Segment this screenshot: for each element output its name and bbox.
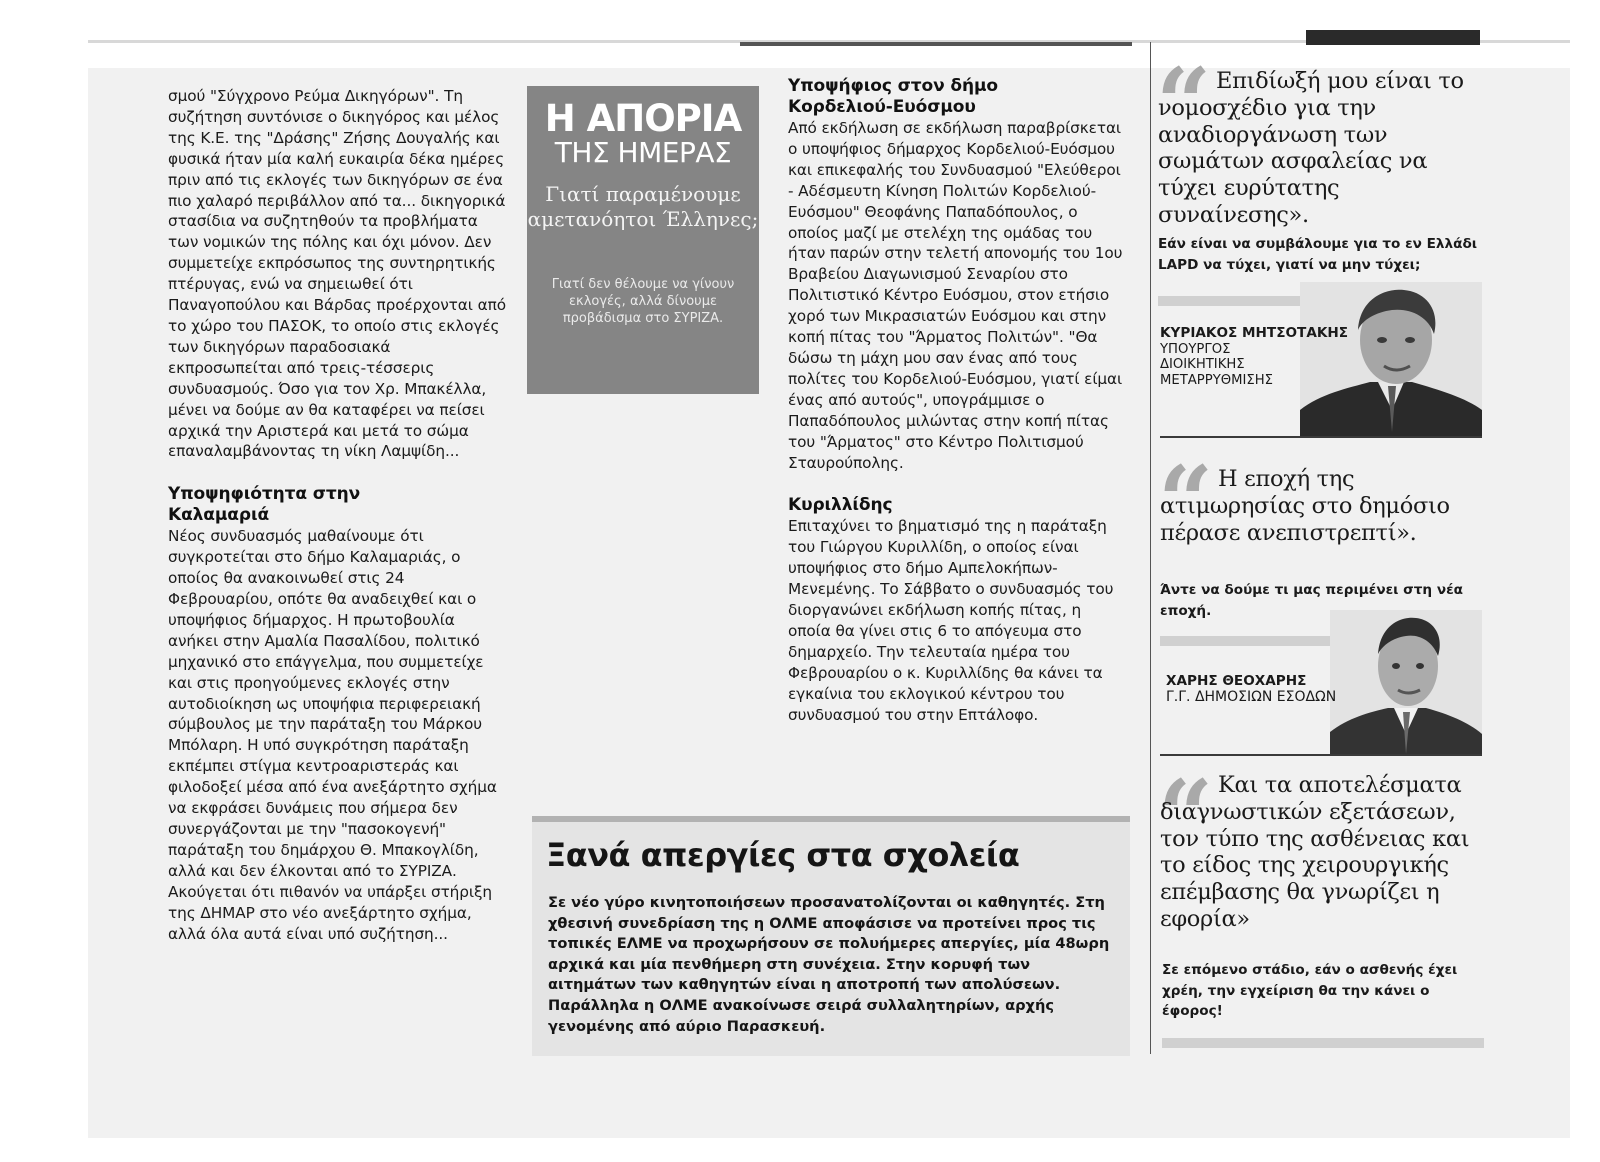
- column-divider: [1150, 42, 1151, 1054]
- quote-1-role-line-1: ΥΠΟΥΡΓΟΣ: [1160, 341, 1231, 357]
- quote-2-attribution: [1166, 674, 1336, 705]
- quote-2-name: ΧΑΡΗΣ ΘΕΟΧΑΡΗΣ: [1166, 673, 1307, 689]
- middle-column: [788, 76, 1128, 725]
- quote-1-role-line-2: ΔΙΟΙΚΗΤΙΚΗΣ: [1160, 357, 1245, 372]
- portrait-theocharis: [1330, 610, 1482, 756]
- top-photo-strip: [1306, 30, 1480, 45]
- separator: [1162, 1038, 1484, 1048]
- quote-mark-icon: “: [1158, 445, 1214, 558]
- news-headline: Ξανά απεργίες στα σχολεία: [546, 836, 1020, 874]
- news-lead: Σε νέο γύρο κινητοποιήσεων προσανατολίζονται οι καθηγητές. Στη χθεσινή συνεδρίαση της η ΟΛΜΕ αποφάσισε να προτείνει προς τις τοπικές ΕΛΜΕ να προχωρήσουν σε πολυήμερες απεργίες, μία 48ωρη αρχικά και μία πενθήμερη στη συνέχεια. Στην κορυφή των αιτημάτων των καθηγητών είναι η αποτροπή των απολύσεων. Παράλληλα η ΟΛΜΕ ανακοίνωσε σειρά συλλαλητηρίων, αρχής γενομένης από αύριο Παρασκευή.: [548, 894, 1110, 1035]
- divider: [1160, 436, 1482, 438]
- quote-mark-icon: “: [1158, 759, 1214, 872]
- quote-2-text: Η εποχή της ατιμωρησίας στο δημόσιο πέρασε ανεπιστρεπτί».: [1160, 466, 1450, 546]
- aporia-answer: Γιατί δεν θέλουμε να γίνουν εκλογές, αλλά δίνουμε προβάδισμα στο ΣΥΡΙΖΑ.: [551, 277, 735, 326]
- aporia-title: Η ΑΠΟΡΙΑ: [544, 97, 742, 140]
- quote-3-text: Και τα αποτελέσματα διαγνωστικών εξετάσεων, τον τύπο της ασθένειας και το είδος της χειρουργικής επέμβασης θα γνωρίζει η εφορία»: [1160, 772, 1470, 932]
- left-paragraph-1: σμού "Σύγχρονο Ρεύμα Δικηγόρων". Τη συζήτηση συντόνισε ο δικηγόρος και μέλος της Κ.Ε. της "Δράσης" Ζήσης Δουγαλής και φυσικά ήταν μία καλή ευκαιρία δέκα ημέρες πριν από τις εκλογές των δικηγόρων σε ένα πιο χαλαρό περιβάλλον από τα... δικηγορικά στασίδια να συζητηθούν τα προβλήματα των νομικών της πόλης και όχι μόνον. Δεν συμμετείχε εκπρόσωπος της συντηρητικής πτέρυγας, ενώ να σημειωθεί ότι Παναγοπούλου και Βάρδας προέρχονται από το χώρο του ΠΑΣΟΚ, το οποίο στις εκλογές των δικηγόρων παραδοσιακά εκπροσωπείται από τρεις-τέσσερις συνδυασμούς. Όσο για τον Χρ. Μπακέλλα, μένει να δούμε αν θα καταφέρει να πείσει αρχικά την Αριστερά και μετά το σώμα επαναλαμβάνοντας τη νίκη Λαμψίδη...: [168, 87, 506, 461]
- left-column: [168, 86, 508, 944]
- quote-3-comment: Σε επόμενο στάδιο, εάν ο ασθενής έχει χρέη, την εγχείριση θα την κάνει ο έφορος!: [1162, 962, 1458, 1019]
- quote-1-comment: Εάν είναι να συμβάλουμε για το εν Ελλάδι LAPD να τύχει, γιατί να μην τύχει;: [1158, 236, 1478, 273]
- aporia-question: Γιατί παραμένουμε αμετανόητοι Έλληνες;: [527, 182, 759, 231]
- person-portrait-icon: [1330, 610, 1482, 756]
- quote-1-text: Επιδίωξή μου είναι το νομοσχέδιο για την αναδιοργάνωση των σωμάτων ασφαλείας να τύχει ευρύτατης συναίνεσης».: [1158, 68, 1464, 228]
- aporia-box: [527, 86, 759, 394]
- quote-2-comment: Άντε να δούμε τι μας περιμένει στη νέα εποχή.: [1160, 582, 1464, 619]
- middle-paragraph-1: Από εκδήλωση σε εκδήλωση παραβρίσκεται ο υποψήφιος δήμαρχος Κορδελιού-Ευόσμου και επικεφαλής του Συνδυασμού "Ελεύθεροι - Αδέσμευτη Κίνηση Πολιτών Κορδελιού-Ευόσμου" Θεοφάνης Παπαδόπουλος, ο οποίος μαζί με στελέχη της ομάδας του ήταν παρών στην τελετή απονομής του 1ου Βραβείου Διαγωνισμού Σεναρίου στο Πολιτιστικό Κέντρο Ευόσμου, στον ετήσιο χορό των Μικρασιατών Ευόσμου και στην κοπή πίτας του "Άρματος Πολιτών". "Θα δώσω τη μάχη μου σαν ένας από τους πολίτες του Κορδελιού-Ευόσμου, γιατί είμαι ένας από αυτούς", υπογράμμισε ο Παπαδόπουλος μιλώντας στην κοπή πίτας του "Άρματος" στο Κέντρο Πολιτισμού Σταυρούπολης.: [788, 119, 1123, 472]
- quote-1-name: ΚΥΡΙΑΚΟΣ ΜΗΤΣΟΤΑΚΗΣ: [1160, 325, 1349, 341]
- quote-1-role-line-3: ΜΕΤΑΡΡΥΘΜΙΣΗΣ: [1160, 372, 1273, 388]
- aporia-subtitle: ΤΗΣ ΗΜΕΡΑΣ: [554, 136, 732, 169]
- quote-mark-icon: “: [1156, 47, 1212, 160]
- left-heading-kalamaria: Υποψηφιότητα στην Καλαμαριά: [168, 484, 361, 526]
- top-rule: [740, 42, 1132, 46]
- middle-heading-kyrillidis: Κυριλλίδης: [788, 495, 893, 516]
- quote-1-attribution: [1160, 326, 1348, 388]
- middle-paragraph-2: Επιταχύνει το βηματισμό της η παράταξη του Γιώργου Κυριλλίδη, ο οποίος είναι υποψήφιος στο δήμο Αμπελοκήπων-Μενεμένης. Το Σάββατο ο συνδυασμός του διοργανώνει εκδήλωση κοπής πίτας, η οποία θα γίνει στις 6 το απόγευμα στο δημαρχείο. Την τελευταία ημέρα του Φεβρουαρίου ο κ. Κυριλλίδης θα κάνει τα εγκαίνια του εκλογικού κέντρου του συνδυασμού του στην Επτάλοφο.: [788, 517, 1114, 724]
- divider: [1160, 754, 1482, 756]
- news-box-bar: [532, 816, 1130, 822]
- left-paragraph-2: Νέος συνδυασμός μαθαίνουμε ότι συγκροτείται στο δήμο Καλαμαριάς, ο οποίος θα ανακοινωθεί στις 24 Φεβρουαρίου, οπότε θα αναδειχθεί και ο υποψήφιος δήμαρχος. Η πρωτοβουλία ανήκει στην Αμαλία Πασαλίδου, πολιτικό μηχανικό στο επάγγελμα, που συμμετείχε και στις προηγούμενες εκλογές στην αυτοδιοίκηση ως υποψήφια περιφερειακή σύμβουλος με την παράταξη του Μάρκου Μπόλαρη. Η υπό συγκρότηση παράταξη εκπέμπει στίγμα κεντροαριστεράς και φιλοδοξεί μέσα από ένα ανεξάρτητο σχήμα να εκφράσει δυνάμεις που σήμερα δεν συνεργάζονται με την "πασοκογενή" παράταξη του δημάρχου Θ. Μπακογλίδη, αλλά και δεν έλκονται από το ΣΥΡΙΖΑ. Ακούγεται ότι πιθανόν να υπάρξει στήριξη της ΔΗΜΑΡ στο νέο ανεξάρτητο σχήμα, αλλά όλα αυτά είναι υπό συζήτηση...: [168, 527, 497, 943]
- quote-2-role-line-1: Γ.Γ. ΔΗΜΟΣΙΩΝ ΕΣΟΔΩΝ: [1166, 688, 1337, 705]
- middle-heading-kordelio: Υποψήφιος στον δήμο Κορδελιού-Ευόσμου: [788, 76, 998, 117]
